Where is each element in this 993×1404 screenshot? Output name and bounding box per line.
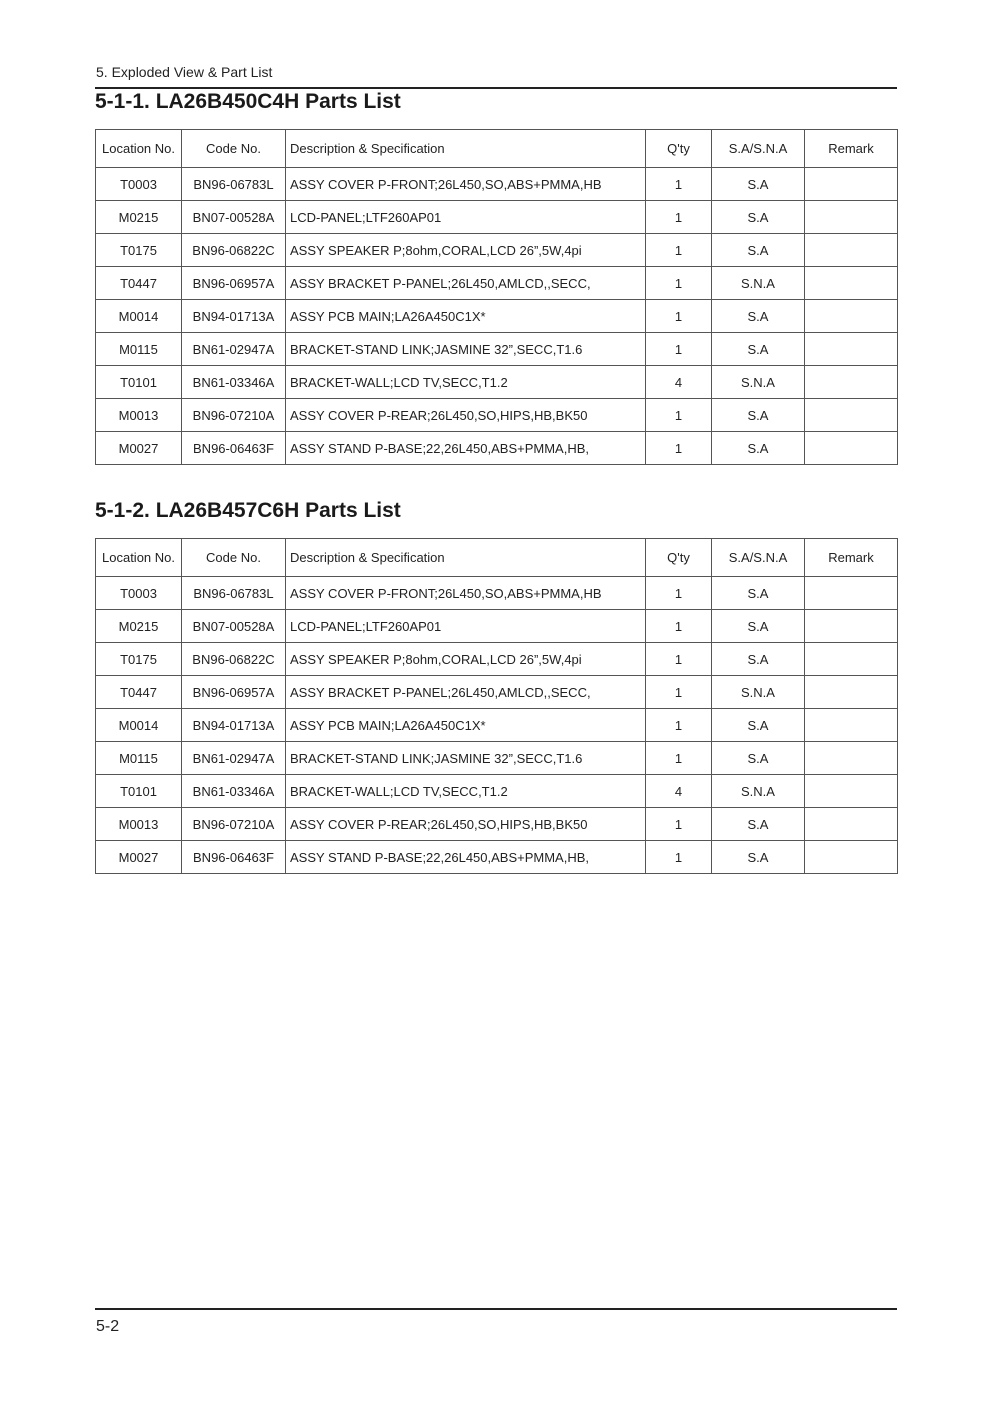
cell-sa: S.A [712,300,805,333]
cell-location: T0003 [96,168,182,201]
cell-qty: 1 [646,234,712,267]
table-row [96,267,898,300]
cell-code: BN96-06463F [182,841,286,874]
cell-location: M0027 [96,841,182,874]
col-header-description: Description & Specification [286,130,646,168]
cell-qty: 1 [646,841,712,874]
cell-code: BN61-02947A [182,742,286,775]
cell-remark [805,399,898,432]
table-row [96,399,898,432]
cell-description: ASSY STAND P-BASE;22,26L450,ABS+PMMA,HB, [286,432,646,465]
cell-location: T0003 [96,577,182,610]
cell-remark [805,267,898,300]
cell-code: BN61-02947A [182,333,286,366]
col-header-location: Location No. [96,539,182,577]
cell-description: BRACKET-WALL;LCD TV,SECC,T1.2 [286,366,646,399]
col-header-remark: Remark [805,130,898,168]
cell-code: BN07-00528A [182,201,286,234]
cell-description: ASSY BRACKET P-PANEL;26L450,AMLCD,,SECC, [286,267,646,300]
cell-sa: S.A [712,808,805,841]
section-title-1: 5-1-1. LA26B450C4H Parts List [95,90,401,113]
cell-sa: S.A [712,234,805,267]
cell-qty: 1 [646,676,712,709]
cell-remark [805,808,898,841]
cell-sa: S.A [712,841,805,874]
cell-location: M0013 [96,399,182,432]
cell-remark [805,432,898,465]
cell-remark [805,201,898,234]
col-header-code: Code No. [182,539,286,577]
cell-code: BN96-07210A [182,808,286,841]
cell-location: M0027 [96,432,182,465]
table-row [96,234,898,267]
col-header-sa: S.A/S.N.A [712,539,805,577]
cell-location: T0101 [96,775,182,808]
col-header-sa: S.A/S.N.A [712,130,805,168]
cell-qty: 1 [646,808,712,841]
cell-code: BN61-03346A [182,775,286,808]
table-row [96,775,898,808]
cell-code: BN94-01713A [182,709,286,742]
cell-description: ASSY SPEAKER P;8ohm,CORAL,LCD 26”,5W,4pi [286,643,646,676]
cell-sa: S.N.A [712,775,805,808]
cell-description: BRACKET-STAND LINK;JASMINE 32”,SECC,T1.6 [286,742,646,775]
cell-location: T0447 [96,676,182,709]
cell-location: M0014 [96,300,182,333]
cell-code: BN94-01713A [182,300,286,333]
cell-sa: S.A [712,610,805,643]
col-header-description: Description & Specification [286,539,646,577]
cell-remark [805,775,898,808]
cell-sa: S.A [712,577,805,610]
cell-description: ASSY COVER P-FRONT;26L450,SO,ABS+PMMA,HB [286,577,646,610]
cell-sa: S.A [712,742,805,775]
table-row [96,742,898,775]
table-row [96,709,898,742]
table-row [96,333,898,366]
cell-code: BN61-03346A [182,366,286,399]
cell-qty: 1 [646,201,712,234]
cell-qty: 1 [646,300,712,333]
col-header-remark: Remark [805,539,898,577]
cell-code: BN07-00528A [182,610,286,643]
cell-sa: S.A [712,432,805,465]
page-number: 5-2 [96,1318,120,1335]
cell-sa: S.A [712,333,805,366]
cell-remark [805,643,898,676]
table-row [96,300,898,333]
cell-qty: 1 [646,399,712,432]
cell-code: BN96-06957A [182,267,286,300]
cell-qty: 1 [646,432,712,465]
cell-remark [805,841,898,874]
cell-location: T0175 [96,234,182,267]
cell-description: BRACKET-STAND LINK;JASMINE 32”,SECC,T1.6 [286,333,646,366]
cell-location: M0115 [96,742,182,775]
cell-location: T0447 [96,267,182,300]
cell-description: ASSY COVER P-REAR;26L450,SO,HIPS,HB,BK50 [286,808,646,841]
cell-description: BRACKET-WALL;LCD TV,SECC,T1.2 [286,775,646,808]
cell-description: ASSY PCB MAIN;LA26A450C1X* [286,300,646,333]
cell-description: ASSY SPEAKER P;8ohm,CORAL,LCD 26”,5W,4pi [286,234,646,267]
cell-qty: 1 [646,333,712,366]
table-row [96,201,898,234]
cell-sa: S.N.A [712,676,805,709]
cell-description: ASSY COVER P-REAR;26L450,SO,HIPS,HB,BK50 [286,399,646,432]
cell-location: T0175 [96,643,182,676]
parts-table-1 [95,129,898,465]
running-header: 5. Exploded View & Part List [96,64,273,80]
cell-qty: 4 [646,775,712,808]
cell-qty: 1 [646,168,712,201]
col-header-location: Location No. [96,130,182,168]
cell-sa: S.A [712,168,805,201]
cell-qty: 1 [646,742,712,775]
cell-location: M0013 [96,808,182,841]
cell-remark [805,168,898,201]
table-row [96,676,898,709]
cell-qty: 1 [646,577,712,610]
cell-code: BN96-06783L [182,577,286,610]
cell-remark [805,577,898,610]
col-header-qty: Q'ty [646,130,712,168]
cell-remark [805,333,898,366]
cell-code: BN96-06822C [182,234,286,267]
cell-code: BN96-06957A [182,676,286,709]
cell-remark [805,676,898,709]
table-row [96,577,898,610]
table-row [96,366,898,399]
cell-location: T0101 [96,366,182,399]
table-header-row [96,130,898,168]
cell-sa: S.A [712,643,805,676]
cell-location: M0014 [96,709,182,742]
table-row [96,841,898,874]
cell-remark [805,610,898,643]
cell-sa: S.N.A [712,366,805,399]
cell-code: BN96-06822C [182,643,286,676]
cell-description: ASSY PCB MAIN;LA26A450C1X* [286,709,646,742]
col-header-qty: Q'ty [646,539,712,577]
cell-sa: S.A [712,709,805,742]
cell-remark [805,366,898,399]
section-title-2: 5-1-2. LA26B457C6H Parts List [95,499,401,522]
table-row [96,432,898,465]
table-header-row [96,539,898,577]
col-header-code: Code No. [182,130,286,168]
cell-remark [805,742,898,775]
cell-location: M0215 [96,201,182,234]
cell-sa: S.A [712,399,805,432]
cell-remark [805,709,898,742]
cell-location: M0115 [96,333,182,366]
cell-sa: S.A [712,201,805,234]
cell-qty: 4 [646,366,712,399]
cell-location: M0215 [96,610,182,643]
cell-description: ASSY BRACKET P-PANEL;26L450,AMLCD,,SECC, [286,676,646,709]
table-row [96,643,898,676]
cell-qty: 1 [646,643,712,676]
footer-rule [95,1308,897,1310]
parts-table-2 [95,538,898,874]
header-rule [95,87,897,89]
cell-code: BN96-07210A [182,399,286,432]
cell-qty: 1 [646,610,712,643]
cell-qty: 1 [646,709,712,742]
cell-description: ASSY COVER P-FRONT;26L450,SO,ABS+PMMA,HB [286,168,646,201]
table-row [96,168,898,201]
cell-qty: 1 [646,267,712,300]
cell-code: BN96-06463F [182,432,286,465]
cell-code: BN96-06783L [182,168,286,201]
cell-description: LCD-PANEL;LTF260AP01 [286,610,646,643]
table-row [96,610,898,643]
cell-sa: S.N.A [712,267,805,300]
cell-description: ASSY STAND P-BASE;22,26L450,ABS+PMMA,HB, [286,841,646,874]
cell-remark [805,300,898,333]
table-row [96,808,898,841]
cell-description: LCD-PANEL;LTF260AP01 [286,201,646,234]
cell-remark [805,234,898,267]
